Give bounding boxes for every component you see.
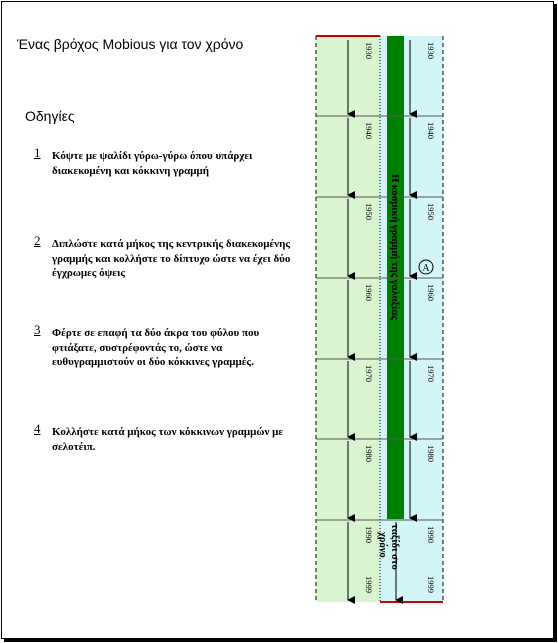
time-travel-label-2: χρόνο <box>377 532 388 558</box>
instructions-heading: Οδηγίες <box>25 108 75 124</box>
year-label: 1970 <box>364 365 374 382</box>
step-text: Φέρτε σε επαφή τα δύο άκρα του φύλου που φτιάξατε, συστρέφοντάς το, ώστε να ευθυγραμμιστούν οι δύο κόκκινες γραμμές. <box>52 327 260 368</box>
year-label: 1990 <box>364 526 374 543</box>
world-line-label: Η κοσμική γραμμή της γαλαξίας <box>389 174 400 320</box>
year-label: 1950 <box>364 203 374 220</box>
year-label: 1999 <box>426 576 436 593</box>
year-label: 1999 <box>364 576 374 593</box>
step-number: 4 <box>34 421 41 436</box>
year-label: 1980 <box>364 445 374 462</box>
year-label: 1960 <box>426 284 436 301</box>
step-text: Κολλήστε κατά μήκος των κόκκινων γραμμών με σελοτέιπ. <box>52 426 284 453</box>
step-number: 3 <box>34 322 41 337</box>
step-text: Διπλώστε κατά μήκος της κεντρικής διακεκομένης γραμμής και κολλήστε το δίπτυχο ώστε να έχει δύο έγχρωμες όψεις <box>52 238 291 279</box>
year-label: 1970 <box>426 365 436 382</box>
year-label: 1980 <box>426 445 436 462</box>
year-label: 1940 <box>426 122 436 139</box>
marker-a-label: A <box>422 263 430 274</box>
step-number: 2 <box>34 233 41 248</box>
year-label: 1950 <box>426 203 436 220</box>
year-label: 1930 <box>364 42 374 59</box>
step-number: 1 <box>34 145 41 160</box>
page-title: Ένας βρόχος Mobious για τον χρόνο <box>17 36 244 52</box>
year-label: 1930 <box>426 42 436 59</box>
step-text: Κόψτε με ψαλίδι γύρω-γύρω όπου υπάρχει διακεκομένη και κόκκινη γραμμή <box>52 150 253 177</box>
year-label: 1990 <box>426 526 436 543</box>
year-label: 1960 <box>364 284 374 301</box>
time-travel-label-1: ταξίδι στο <box>389 524 400 570</box>
year-label: 1940 <box>364 122 374 139</box>
